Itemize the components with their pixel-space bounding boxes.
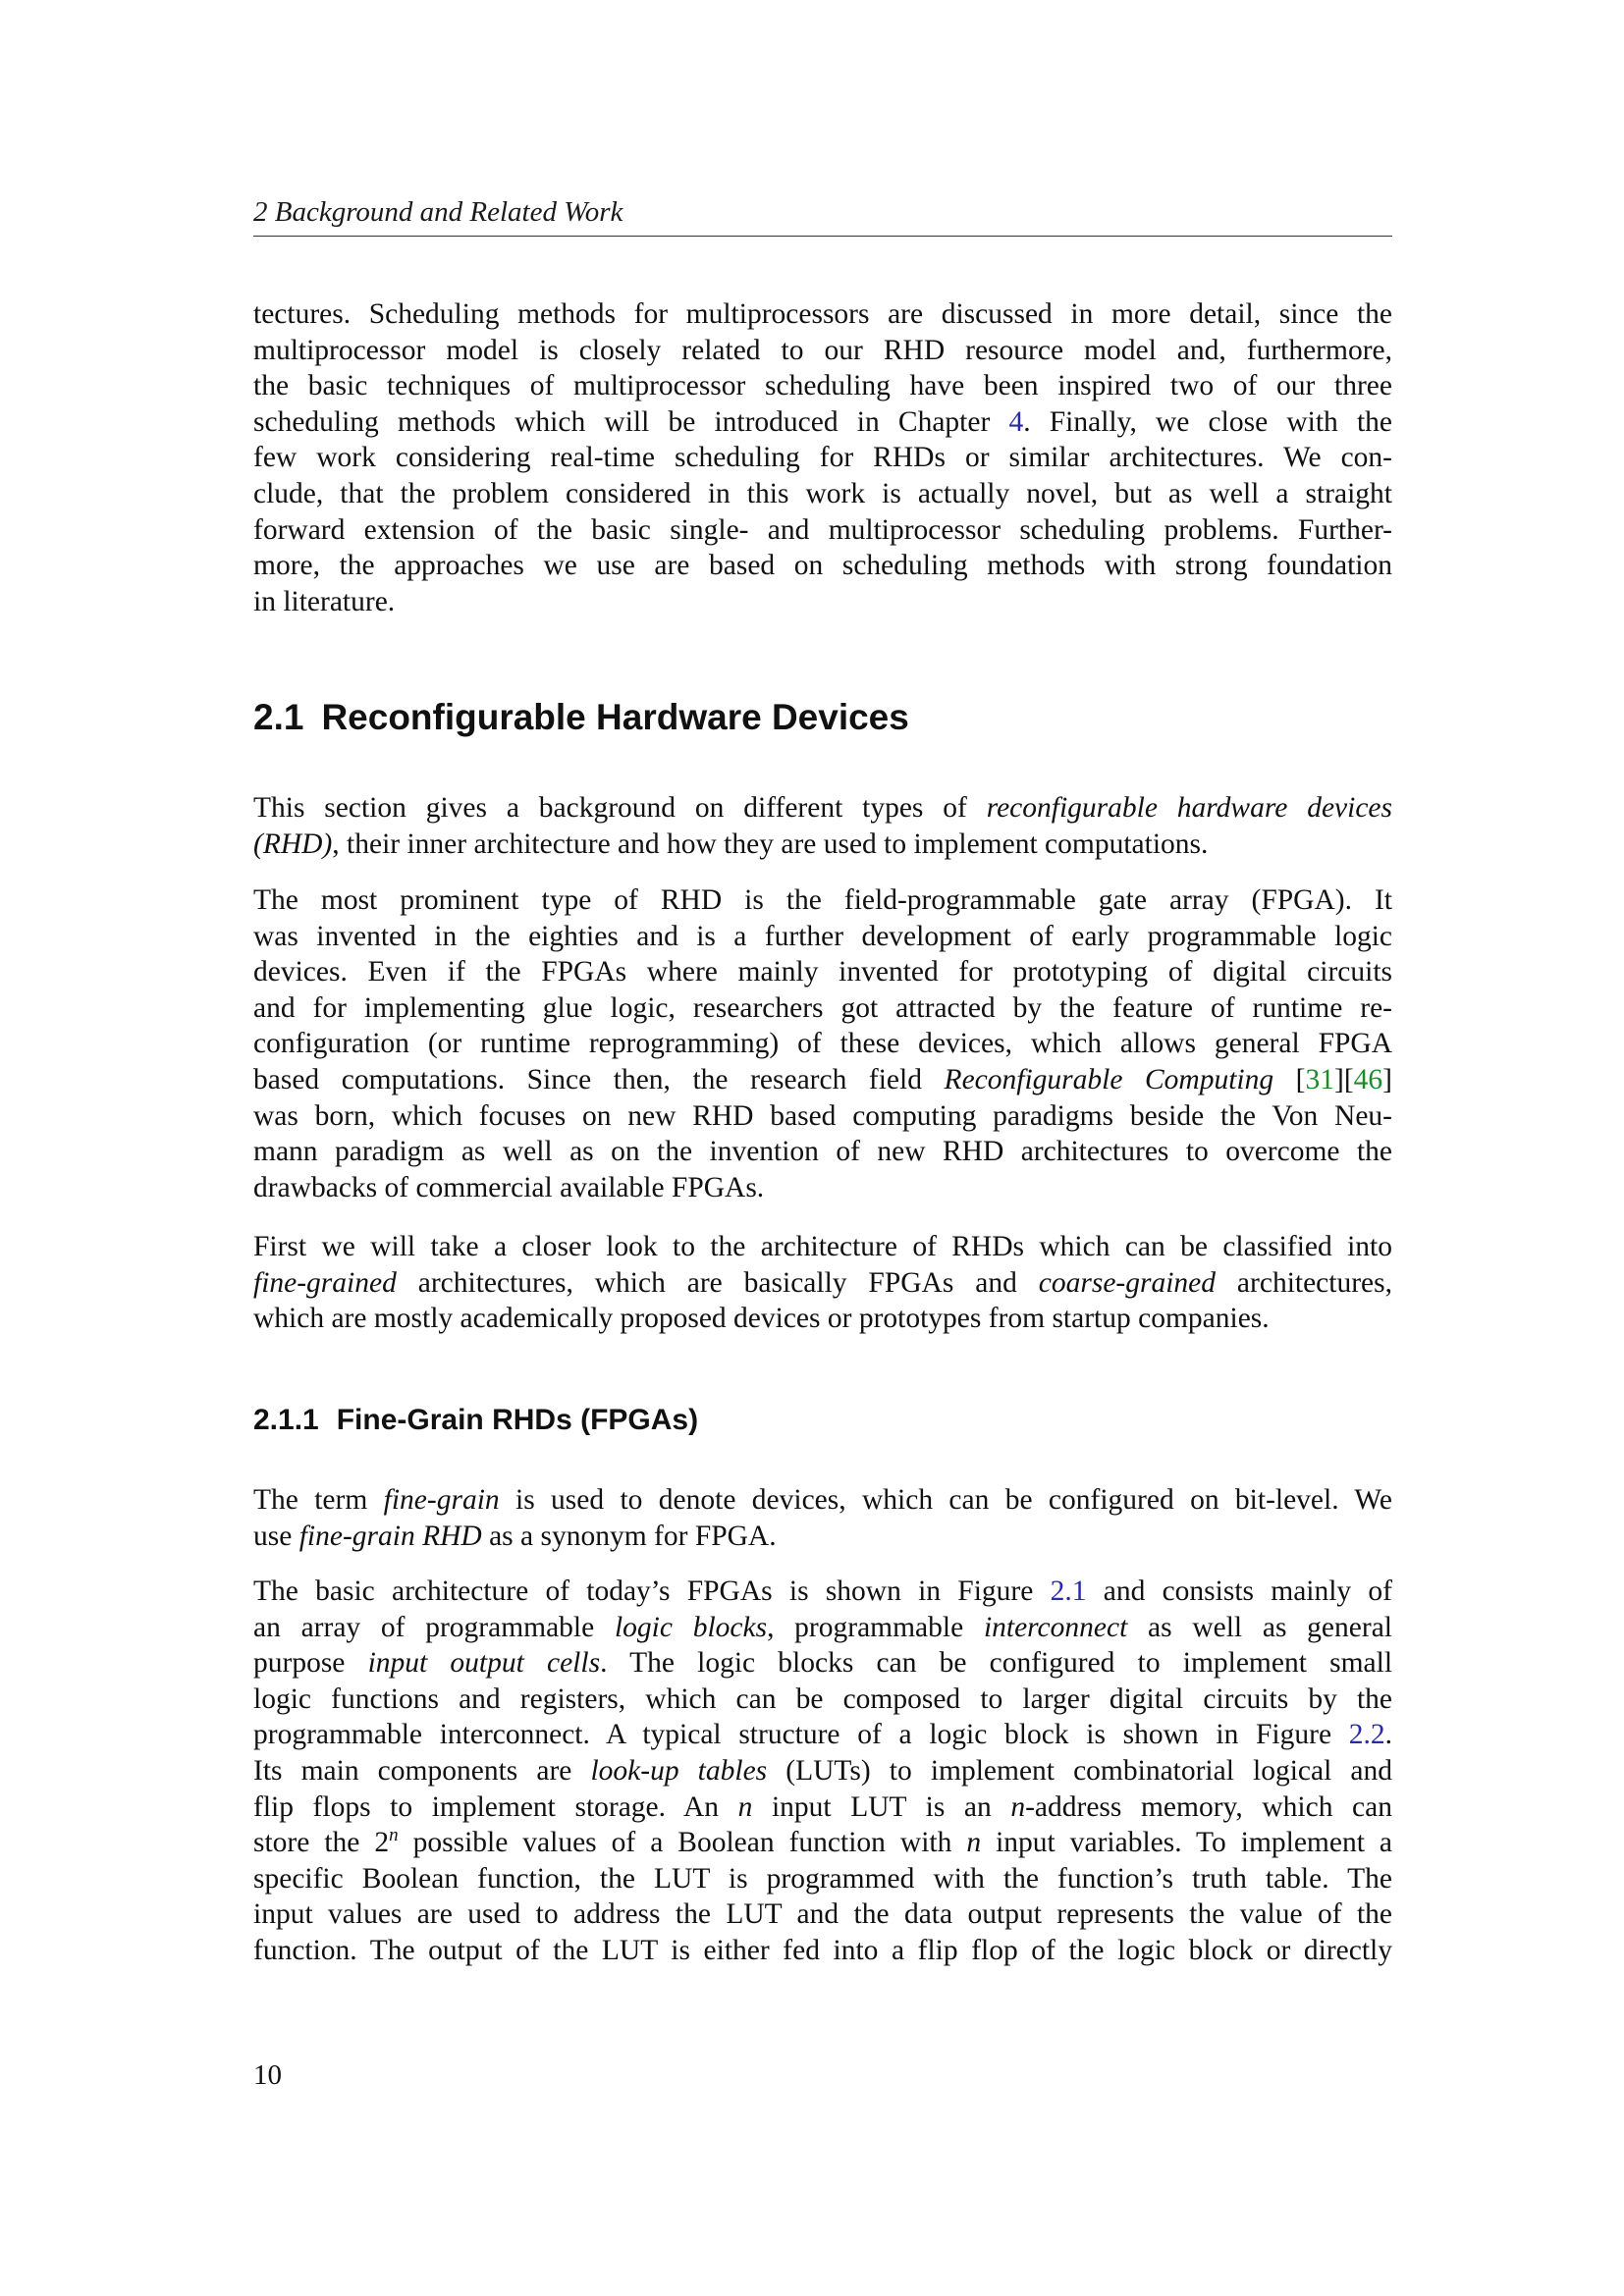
page-number: 10 <box>253 2059 282 2091</box>
text-line: programmable interconnect. A typical structure of a logic block is shown in Figure 2.2. <box>253 1719 1392 1751</box>
text-line: drawbacks of commercial available FPGAs. <box>253 1171 765 1203</box>
text-line: tectures. Scheduling methods for multiprocessors are discussed in more detail, since the <box>253 298 1392 330</box>
text-line: few work considering real-time scheduling for RHDs or similar architectures. We con- <box>253 442 1392 474</box>
text-line: an array of programmable logic blocks, programmable interconnect as well as general <box>253 1611 1392 1643</box>
section-paragraph <box>253 790 1392 862</box>
text-line: Its main components are look-up tables (LUTs) to implement combinatorial logical and <box>253 1754 1392 1787</box>
text-line: devices. Even if the FPGAs where mainly invented for prototyping of digital circuits <box>253 956 1392 988</box>
text-line: which are mostly academically proposed devices or prototypes from startup companies. <box>253 1303 1270 1335</box>
section-title: Reconfigurable Hardware Devices <box>321 697 909 737</box>
text-line: based computations. Since then, the research field Reconfigurable Computing [31][46] <box>253 1063 1392 1095</box>
section-number: 2.1 <box>253 697 304 737</box>
citation-link[interactable]: 46 <box>1353 1063 1383 1095</box>
text-line: input values are used to address the LUT and the data output represents the value of the <box>253 1898 1392 1931</box>
section-paragraph <box>253 1574 1392 1969</box>
text-line: the basic techniques of multiprocessor scheduling have been inspired two of our three <box>253 370 1392 402</box>
text-line: specific Boolean function, the LUT is programmed with the function’s truth table. The <box>253 1862 1392 1895</box>
section-heading <box>253 697 909 738</box>
section-paragraph <box>253 1482 1392 1554</box>
text-line: was invented in the eighties and is a further development of early programmable logic <box>253 920 1392 952</box>
header-rule <box>253 236 1392 237</box>
text-line: configuration (or runtime reprogramming) of these devices, which allows general FPGA <box>253 1028 1392 1060</box>
subsection-title: Fine-Grain RHDs (FPGAs) <box>336 1404 699 1436</box>
text-line: in literature. <box>253 585 396 617</box>
figure-link[interactable]: 2.2 <box>1348 1719 1385 1751</box>
text-line: The basic architecture of today’s FPGAs is shown in Figure 2.1 and consists mainly of <box>253 1575 1393 1607</box>
citation-link[interactable]: 31 <box>1305 1063 1335 1095</box>
text-line: The term fine-grain is used to denote devices, which can be configured on bit-level. We <box>253 1484 1392 1516</box>
text-line: First we will take a closer look to the architecture of RHDs which can be classified into <box>253 1231 1392 1262</box>
text-line: forward extension of the basic single- and multiprocessor scheduling problems. Further- <box>253 513 1392 546</box>
text-line: logic functions and registers, which can be composed to larger digital circuits by the <box>253 1682 1392 1715</box>
text-line: This section gives a background on different types of reconfigurable hardware devices <box>253 792 1392 824</box>
text-line: function. The output of the LUT is either fed into a flip flop of the logic block or directly <box>253 1934 1392 1966</box>
text-line: more, the approaches we use are based on scheduling methods with strong foundation <box>253 550 1392 582</box>
text-line: (RHD), their inner architecture and how they are used to implement computations. <box>253 828 1209 860</box>
text-line: clude, that the problem considered in this work is actually novel, but as well a straight <box>253 477 1392 509</box>
text-line: flip flops to implement storage. An n input LUT is an n-address memory, which can <box>253 1790 1392 1823</box>
text-line: use fine-grain RHD as a synonym for FPGA. <box>253 1520 777 1552</box>
subsection-heading <box>253 1404 698 1437</box>
text-line: was born, which focuses on new RHD based computing paradigms beside the Von Neu- <box>253 1099 1392 1132</box>
text-line: multiprocessor model is closely related to our RHD resource model and, furthermore, <box>253 334 1392 366</box>
figure-link[interactable]: 2.1 <box>1050 1575 1087 1607</box>
intro-paragraph <box>253 296 1392 619</box>
text-line: and for implementing glue logic, researchers got attracted by the feature of runtime re- <box>253 991 1392 1024</box>
section-paragraph <box>253 1229 1392 1337</box>
running-header: 2 Background and Related Work <box>253 196 623 228</box>
text-line: fine-grained architectures, which are basically FPGAs and coarse-grained architectures, <box>253 1266 1392 1299</box>
text-line: mann paradigm as well as on the invention of new RHD architectures to overcome the <box>253 1136 1392 1168</box>
text-line: The most prominent type of RHD is the field-programmable gate array (FPGA). It <box>253 884 1392 916</box>
text-line: scheduling methods which will be introduced in Chapter 4. Finally, we close with the <box>253 405 1392 438</box>
text-line: purpose input output cells. The logic blocks can be configured to implement small <box>253 1647 1393 1680</box>
subsection-number: 2.1.1 <box>253 1404 319 1436</box>
chapter-link[interactable]: 4 <box>1008 405 1024 438</box>
text-line: store the 2$^n$ possible values of a Boolean function with n input variables. To implement a <box>253 1825 1392 1859</box>
section-paragraph <box>253 882 1392 1205</box>
